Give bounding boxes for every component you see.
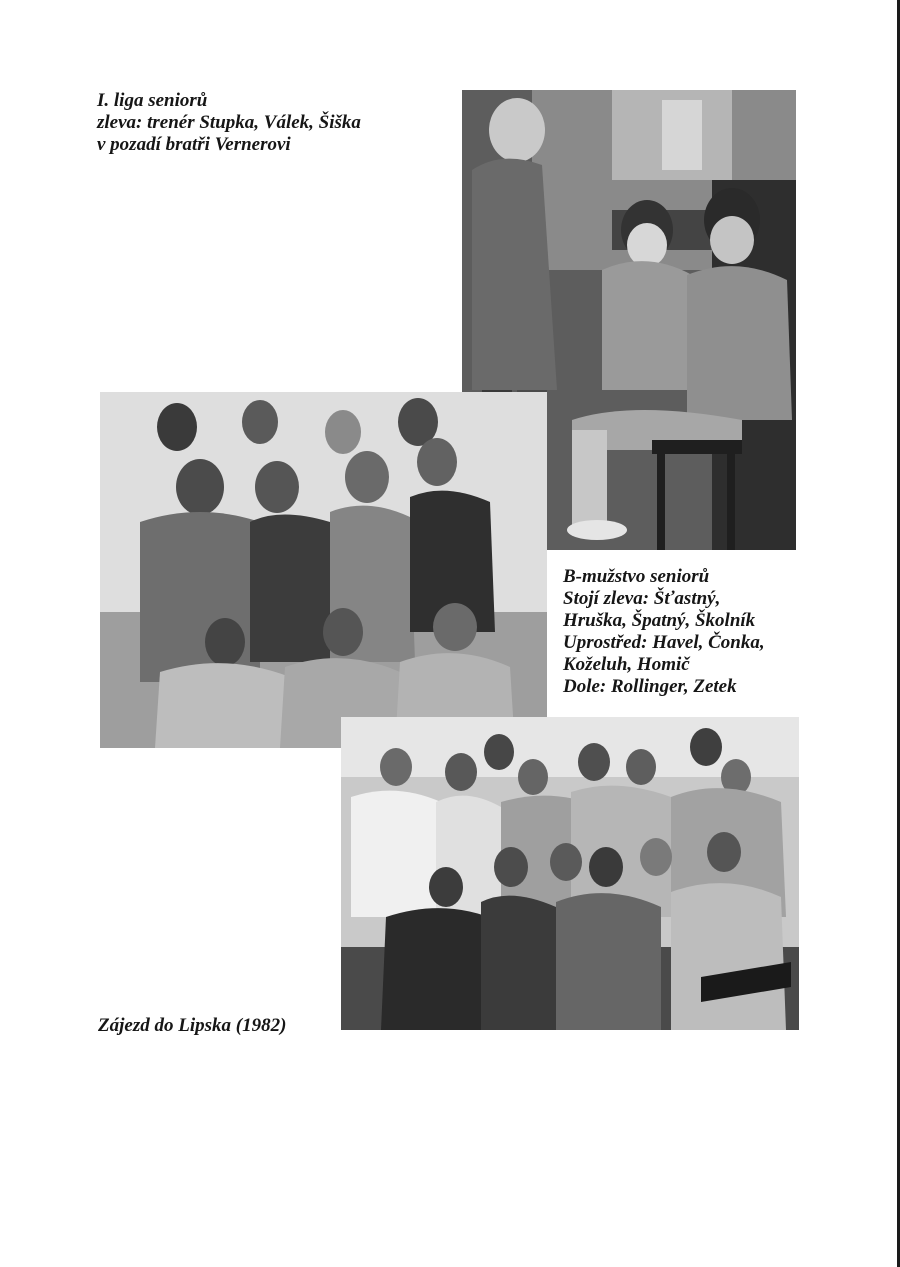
caption-line: zleva: trenér Stupka, Válek, Šiška (97, 112, 361, 133)
caption-line: Uprostřed: Havel, Čonka, (563, 632, 765, 653)
caption-line: I. liga seniorů (97, 90, 208, 111)
caption-line: v pozadí bratři Vernerovi (97, 134, 291, 155)
caption-line: Dole: Rollinger, Zetek (563, 676, 737, 697)
caption-b-team (563, 566, 765, 698)
caption-trip (98, 1015, 286, 1037)
caption-line: Koželuh, Homič (563, 654, 690, 675)
photo-trip-image (341, 717, 799, 1030)
caption-line: Hruška, Špatný, Školník (563, 610, 756, 631)
photo-b-team (100, 392, 547, 748)
caption-line: Stojí zleva: Šťastný, (563, 588, 721, 609)
photo-trip (341, 717, 799, 1030)
caption-line: B-mužstvo seniorů (563, 566, 710, 587)
caption-line: Zájezd do Lipska (1982) (98, 1015, 287, 1036)
photo-b-team-image (100, 392, 547, 748)
caption-liga (97, 90, 361, 156)
